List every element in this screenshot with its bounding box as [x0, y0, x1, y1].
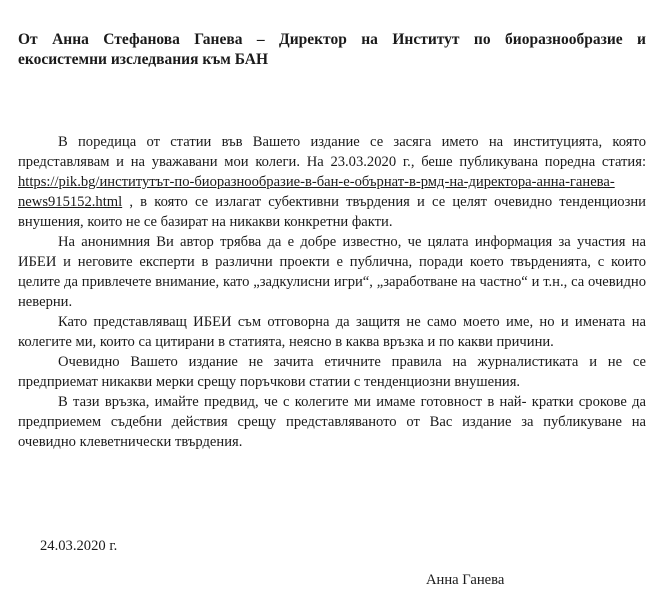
paragraph-1-rest: , в която се излагат субективни твърдения и се целят очевидно тенденциозни внушения, които не се базират на никакви конкретни факти.: [18, 194, 646, 230]
paragraph-1: [18, 132, 646, 232]
letter-date: 24.03.2020 г.: [40, 538, 118, 554]
paragraph-2: На анонимния Ви автор трябва да е добре известно, че цялата информация за участия на ИБЕИ и неговите експерти в различни проекти е публична, поради което твърденията, с които целите да привлечете внимание, като „задкулисни игри“, „заработване на частно“ и т.н., са очевидно неверни.: [18, 234, 646, 310]
article-link[interactable]: https://pik.bg/институтът-по-биоразнообразие-в-бан-е-обърнат-в-рмд-на-директора-анна-ганева-news915152.html: [18, 174, 615, 210]
paragraph-5: В тази връзка, имайте предвид, че с колегите ми имаме готовност в най- кратки срокове да предприемем съдебни действия срещу представляваното от Вас издание за публикуване на очевидно клеветнически твърдения.: [18, 394, 646, 450]
letter-heading: [18, 30, 646, 70]
paragraph-3: Като представляващ ИБЕИ съм отговорна да защитя не само моето име, но и имената на колегите ми, които са цитирани в статията, неясно в каква връзка и по какви причини.: [18, 314, 646, 350]
letter-body: [18, 132, 646, 452]
heading-line-1: От Анна Стефанова Ганева – Директор на Институт по биоразнообразие и: [18, 31, 646, 48]
paragraph-4: Очевидно Вашето издание не зачита етичните правила на журналистиката и не се предприемат никакви мерки срещу поръчкови статии с тенденциозни внушения.: [18, 354, 646, 390]
paragraph-1-intro: В поредица от статии във Вашето издание се засяга името на институцията, която представлявам и на уважавани мои колеги. На 23.03.2020 г., беше публикувана поредна статия:: [18, 134, 646, 170]
heading-line-2: екосистемни изследвания към БАН: [18, 51, 269, 68]
signature-name: Анна Ганева: [426, 572, 505, 588]
